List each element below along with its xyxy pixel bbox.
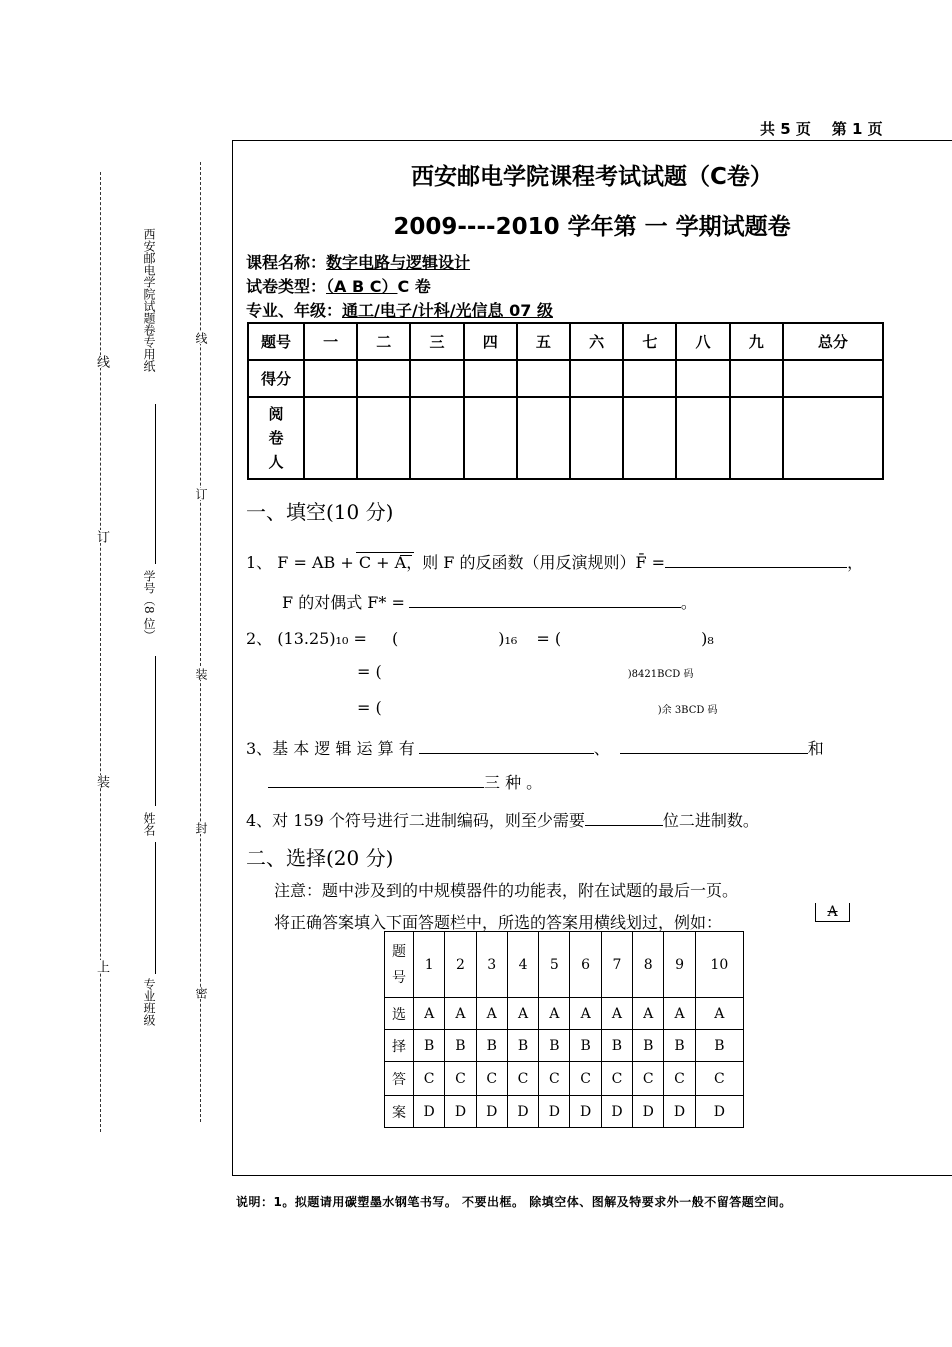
question-4 xyxy=(246,808,759,831)
option-b[interactable]: B xyxy=(570,1030,601,1062)
answer-number: 7 xyxy=(601,932,632,998)
option-b[interactable]: B xyxy=(507,1030,538,1062)
q2-ex3-suffix: )余 3BCD 码 xyxy=(657,705,718,716)
answer-number: 2 xyxy=(445,932,476,998)
binding-inner-zhuang: 装 xyxy=(194,668,208,680)
choice-label-char: 选 xyxy=(385,998,414,1030)
score-cell[interactable] xyxy=(304,360,357,397)
score-cell[interactable] xyxy=(623,360,676,397)
student-id-line xyxy=(155,404,156,564)
q4-tail: 位二进制数。 xyxy=(662,811,759,830)
grader-cell[interactable] xyxy=(783,397,883,479)
question-2-line1 xyxy=(246,626,714,649)
answer-option-row-d xyxy=(385,1096,744,1128)
q1-formula-text: AB + C + A xyxy=(311,553,407,572)
option-d[interactable]: D xyxy=(664,1096,695,1128)
choice-label-char: 择 xyxy=(385,1030,414,1062)
option-a[interactable]: A xyxy=(539,998,570,1030)
grader-cell[interactable] xyxy=(464,397,517,479)
question-3-line2 xyxy=(268,770,542,793)
answer-number-label xyxy=(385,932,414,998)
option-d[interactable]: D xyxy=(633,1096,664,1128)
option-c[interactable]: C xyxy=(664,1062,695,1096)
q1-mid: ，则 F 的反函数（用反演规则）F̄ = xyxy=(406,553,666,572)
answer-number: 5 xyxy=(539,932,570,998)
option-a[interactable]: A xyxy=(601,998,632,1030)
grader-cell[interactable] xyxy=(410,397,463,479)
option-d[interactable]: D xyxy=(414,1096,445,1128)
q2-open-bcd: = ( xyxy=(357,662,382,681)
question-3-line1 xyxy=(246,736,824,759)
option-a[interactable]: A xyxy=(664,998,695,1030)
question-1-line2 xyxy=(282,590,697,613)
binding-inner-xian: 线 xyxy=(194,332,208,344)
score-header-cell: 六 xyxy=(570,323,623,360)
q3-blank-3[interactable] xyxy=(268,787,484,788)
q3-tail: 三 种 。 xyxy=(484,773,543,792)
option-b[interactable]: B xyxy=(445,1030,476,1062)
q1-overbar-long xyxy=(356,552,414,553)
course-label: 课程名称： xyxy=(246,253,327,272)
grader-cell[interactable] xyxy=(304,397,357,479)
option-a[interactable]: A xyxy=(695,998,743,1030)
option-c[interactable]: C xyxy=(476,1062,507,1096)
grader-cell[interactable] xyxy=(676,397,729,479)
score-header-cell: 九 xyxy=(730,323,783,360)
question-2-line3 xyxy=(357,698,718,717)
option-a[interactable]: A xyxy=(445,998,476,1030)
q2-bcd-suffix: )8421BCD 码 xyxy=(627,669,694,680)
answer-number: 8 xyxy=(633,932,664,998)
option-b[interactable]: B xyxy=(539,1030,570,1062)
option-d[interactable]: D xyxy=(570,1096,601,1128)
binding-inner-mi: 密 xyxy=(194,987,208,999)
exam-title: 西安邮电学院课程考试试题（C卷） xyxy=(411,164,773,190)
answer-table xyxy=(384,931,744,1128)
choice-label-char: 答 xyxy=(385,1062,414,1096)
page-info: 共 5 页 第 1 页 xyxy=(760,120,883,138)
q2-hex-suffix: )₁₆ xyxy=(498,629,518,648)
grader-cell[interactable] xyxy=(730,397,783,479)
option-a[interactable]: A xyxy=(476,998,507,1030)
score-header-row xyxy=(248,323,883,360)
binding-inner-ding: 订 xyxy=(194,488,208,500)
option-d[interactable]: D xyxy=(695,1096,743,1128)
class-line xyxy=(155,842,156,974)
option-d[interactable]: D xyxy=(507,1096,538,1128)
score-cell[interactable] xyxy=(730,360,783,397)
binding-outer-shang: 上 xyxy=(94,960,109,973)
q2-open-ex3: = ( xyxy=(357,698,382,717)
option-d[interactable]: D xyxy=(539,1096,570,1128)
score-cell[interactable] xyxy=(517,360,570,397)
binding-paper-label: 西安邮电学院试题卷专用纸 xyxy=(142,228,156,372)
student-id-label: 学号（8 位） xyxy=(142,570,156,642)
section2-note-1: 注意：题中涉及到的中规模器件的功能表，附在试题的最后一页。 xyxy=(274,881,739,900)
option-d[interactable]: D xyxy=(601,1096,632,1128)
answer-number-row xyxy=(385,932,744,998)
answer-option-row-c xyxy=(385,1062,744,1096)
grader-row xyxy=(248,397,883,479)
score-header-cell: 八 xyxy=(676,323,729,360)
paper-type-label: 试卷类型： xyxy=(246,277,327,296)
score-cell[interactable] xyxy=(676,360,729,397)
score-header-cell: 七 xyxy=(623,323,676,360)
option-c[interactable]: C xyxy=(570,1062,601,1096)
q1-tail: ， xyxy=(847,553,864,572)
q1-formula xyxy=(312,553,406,572)
score-header-cell: 五 xyxy=(517,323,570,360)
paper-type-line xyxy=(246,274,431,297)
q3-sep: 、 xyxy=(593,739,610,758)
question-1-line1 xyxy=(246,550,863,573)
score-header-cell: 总分 xyxy=(783,323,883,360)
paper-type-value: C 卷 xyxy=(397,277,431,296)
name-line xyxy=(155,656,156,806)
answer-number: 4 xyxy=(507,932,538,998)
q2-oct-suffix: )₈ xyxy=(701,629,714,648)
option-b[interactable]: B xyxy=(633,1030,664,1062)
q1-dual-prefix: F 的对偶式 F* = xyxy=(282,593,405,612)
score-table xyxy=(247,322,884,480)
grader-cell[interactable] xyxy=(357,397,410,479)
question-2-line2 xyxy=(357,662,693,681)
answer-number: 1 xyxy=(414,932,445,998)
q2-open-oct: = ( xyxy=(536,629,562,648)
option-c[interactable]: C xyxy=(507,1062,538,1096)
answer-option-row-a xyxy=(385,998,744,1030)
option-c[interactable]: C xyxy=(539,1062,570,1096)
grader-label-text: 阅卷人 xyxy=(268,405,284,471)
answer-number-label-text: 题号 xyxy=(392,943,406,986)
score-row xyxy=(248,360,883,397)
q2-open-hex: ( xyxy=(391,629,399,648)
q1-dual-tail: 。 xyxy=(680,593,697,612)
inner-dashed-line xyxy=(200,162,201,1122)
option-b[interactable]: B xyxy=(476,1030,507,1062)
option-c[interactable]: C xyxy=(695,1062,743,1096)
outer-dashed-line xyxy=(100,172,101,1132)
option-c[interactable]: C xyxy=(633,1062,664,1096)
class-label: 专业班级 xyxy=(142,978,156,1026)
crossed-example xyxy=(815,903,850,922)
q1-prefix: 1、 F = xyxy=(246,553,312,572)
q4-blank[interactable] xyxy=(585,825,663,826)
section2-note-2 xyxy=(274,910,722,933)
footnote: 说明：1。拟题请用碳塑墨水钢笔书写。 不要出框。 除填空体、图解及特要求外一般不留答题空间。 xyxy=(236,1195,792,1209)
grader-cell[interactable] xyxy=(623,397,676,479)
score-header-cell: 三 xyxy=(410,323,463,360)
score-header-cell: 四 xyxy=(464,323,517,360)
grader-row-label xyxy=(248,397,304,479)
score-cell[interactable] xyxy=(783,360,883,397)
answer-number: 3 xyxy=(476,932,507,998)
option-b[interactable]: B xyxy=(695,1030,743,1062)
major-label: 专业、年级： xyxy=(246,301,343,320)
grader-cell[interactable] xyxy=(570,397,623,479)
answer-number: 9 xyxy=(664,932,695,998)
q3-and: 和 xyxy=(807,739,824,758)
binding-inner-feng: 封 xyxy=(194,822,208,834)
major-value: 通工/电子/计科/光信息 07 级 xyxy=(342,301,553,320)
score-header-cell: 二 xyxy=(357,323,410,360)
score-cell[interactable] xyxy=(464,360,517,397)
score-header-cell: 一 xyxy=(304,323,357,360)
option-c[interactable]: C xyxy=(445,1062,476,1096)
option-d[interactable]: D xyxy=(476,1096,507,1128)
option-b[interactable]: B xyxy=(414,1030,445,1062)
option-c[interactable]: C xyxy=(601,1062,632,1096)
crossed-example-text: A xyxy=(827,904,838,920)
option-a[interactable]: A xyxy=(414,998,445,1030)
option-b[interactable]: B xyxy=(664,1030,695,1062)
binding-outer-xian: 线 xyxy=(94,355,109,368)
option-a[interactable]: A xyxy=(570,998,601,1030)
option-a[interactable]: A xyxy=(507,998,538,1030)
option-d[interactable]: D xyxy=(445,1096,476,1128)
answer-number: 6 xyxy=(570,932,601,998)
answer-number: 10 xyxy=(695,932,743,998)
q2-prefix: 2、 (13.25)₁₀ = xyxy=(246,629,367,648)
binding-outer-zhuang: 装 xyxy=(94,775,109,788)
q3-blank-2[interactable] xyxy=(620,753,808,754)
section1-title: 一、填空(10 分) xyxy=(246,500,394,524)
score-header-cell: 题号 xyxy=(248,323,304,360)
choice-label-char: 案 xyxy=(385,1096,414,1128)
q3-blank-1[interactable] xyxy=(419,753,594,754)
score-cell[interactable] xyxy=(570,360,623,397)
section2-title: 二、选择(20 分) xyxy=(246,846,394,870)
section2-note-2-text: 将正确答案填入下面答题栏中，所选的答案用横线划过，例如： xyxy=(274,913,723,932)
q4-prefix: 4、对 159 个符号进行二进制编码，则至少需要 xyxy=(246,811,585,830)
q3-prefix: 3、基 本 逻 辑 运 算 有 xyxy=(246,739,415,758)
q1-overbar-short xyxy=(400,555,412,556)
q1-answer-blank[interactable] xyxy=(665,567,847,568)
score-row-label: 得分 xyxy=(248,360,304,397)
course-line xyxy=(246,250,470,273)
exam-subtitle: 2009----2010 学年第 一 学期试题卷 xyxy=(393,214,791,240)
major-line xyxy=(246,298,553,321)
option-b[interactable]: B xyxy=(601,1030,632,1062)
q1-dual-blank[interactable] xyxy=(409,607,681,608)
score-cell[interactable] xyxy=(410,360,463,397)
option-c[interactable]: C xyxy=(414,1062,445,1096)
grader-cell[interactable] xyxy=(517,397,570,479)
binding-outer-ding: 订 xyxy=(94,530,109,543)
course-name: 数字电路与逻辑设计 xyxy=(326,253,471,272)
name-label: 姓名 xyxy=(142,812,156,836)
score-cell[interactable] xyxy=(357,360,410,397)
paper-type-options: （A B C） xyxy=(326,277,398,296)
answer-option-row-b xyxy=(385,1030,744,1062)
option-a[interactable]: A xyxy=(633,998,664,1030)
